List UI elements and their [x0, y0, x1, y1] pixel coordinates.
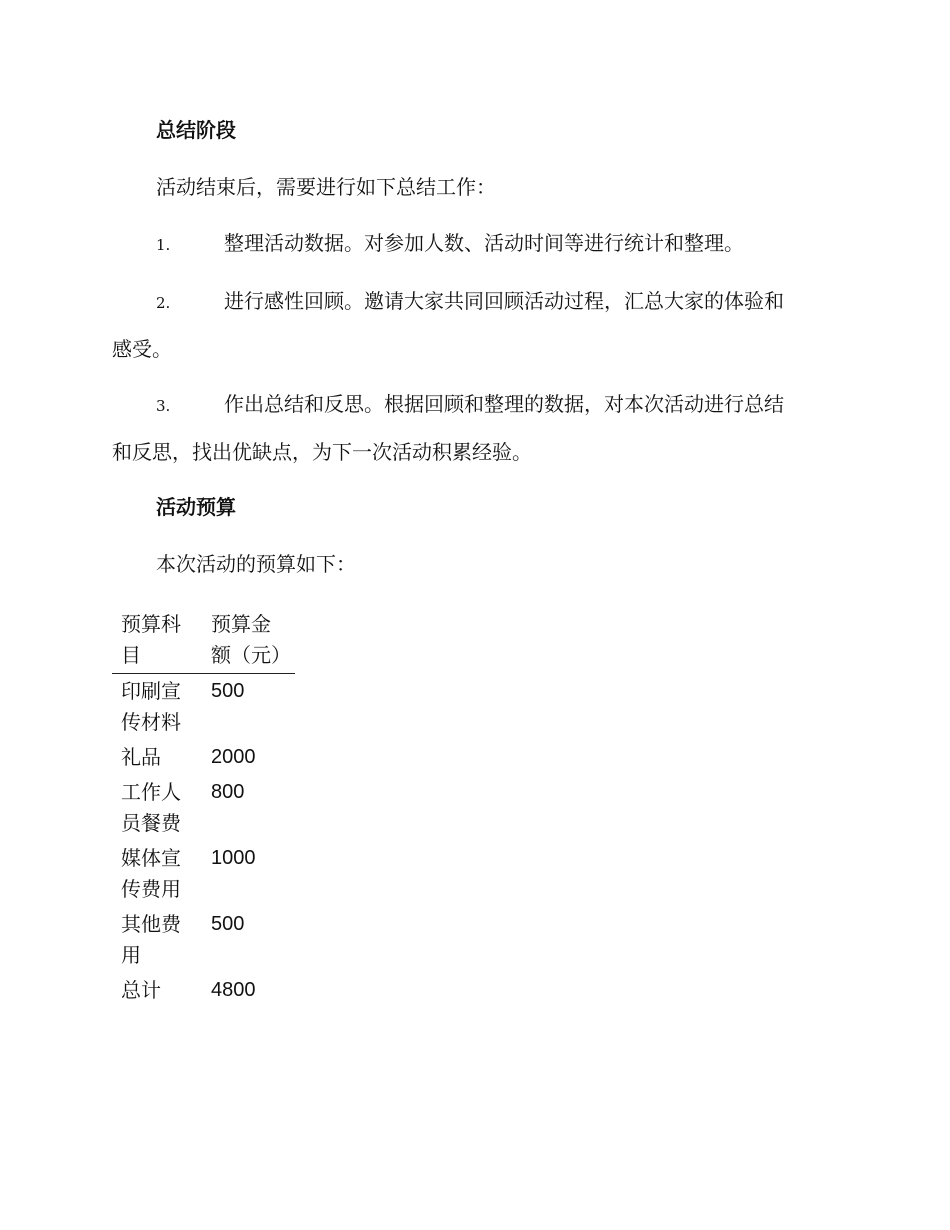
header-text-amount: 预算金额（元） [211, 612, 291, 667]
list-number: 1. [156, 236, 171, 254]
cell-text: 其他费用 [121, 912, 181, 967]
list-item [112, 278, 836, 372]
section-heading-summary: 总结阶段 [156, 118, 236, 142]
section-heading-budget: 活动预算 [156, 495, 236, 519]
budget-intro: 本次活动的预算如下： [156, 552, 356, 576]
cell-text: 礼品 [121, 745, 161, 769]
table-cell-amount: 500 [211, 913, 245, 935]
list-item [112, 220, 836, 268]
budget-table [112, 607, 295, 1008]
table-row [112, 973, 295, 1008]
table-header-row [112, 607, 295, 674]
table-row [112, 740, 295, 775]
table-row [112, 841, 295, 907]
table-header-category [112, 607, 202, 674]
table-cell-amount: 4800 [211, 979, 256, 1001]
table-header-amount [202, 607, 295, 674]
list-item-first-line [112, 278, 836, 326]
table-row [112, 674, 295, 741]
summary-intro: 活动结束后，需要进行如下总结工作： [156, 175, 496, 199]
table-row [112, 775, 295, 841]
table-cell-category [112, 674, 202, 741]
list-item-first-line [112, 381, 836, 429]
list-item-text: 进行感性回顾。邀请大家共同回顾活动过程，汇总大家的体验和 [224, 289, 784, 313]
table-cell-category [112, 973, 202, 1008]
list-item-text: 整理活动数据。对参加人数、活动时间等进行统计和整理。 [224, 231, 744, 255]
list-number: 3. [156, 397, 171, 415]
list-item-text: 作出总结和反思。根据回顾和整理的数据，对本次活动进行总结 [224, 392, 784, 416]
table-cell-category [112, 740, 202, 775]
cell-text: 印刷宣传材料 [121, 679, 181, 734]
list-number: 2. [156, 294, 171, 312]
list-item-continuation: 感受。 [112, 337, 172, 361]
table-cell-amount: 800 [211, 781, 245, 803]
table-cell-amount: 500 [211, 680, 245, 702]
table-cell-amount: 1000 [211, 847, 256, 869]
list-item-first-line [112, 220, 836, 268]
list-item-continuation: 和反思，找出优缺点，为下一次活动积累经验。 [112, 440, 532, 464]
table-cell-category [112, 775, 202, 841]
list-item [112, 381, 836, 475]
table-row [112, 907, 295, 973]
table-cell-category [112, 841, 202, 907]
cell-text: 媒体宣传费用 [121, 846, 181, 901]
cell-text: 工作人员餐费 [121, 780, 181, 835]
cell-text: 总计 [121, 978, 161, 1002]
header-text-category: 预算科目 [121, 612, 181, 667]
table-cell-category [112, 907, 202, 973]
table-cell-amount: 2000 [211, 746, 256, 768]
